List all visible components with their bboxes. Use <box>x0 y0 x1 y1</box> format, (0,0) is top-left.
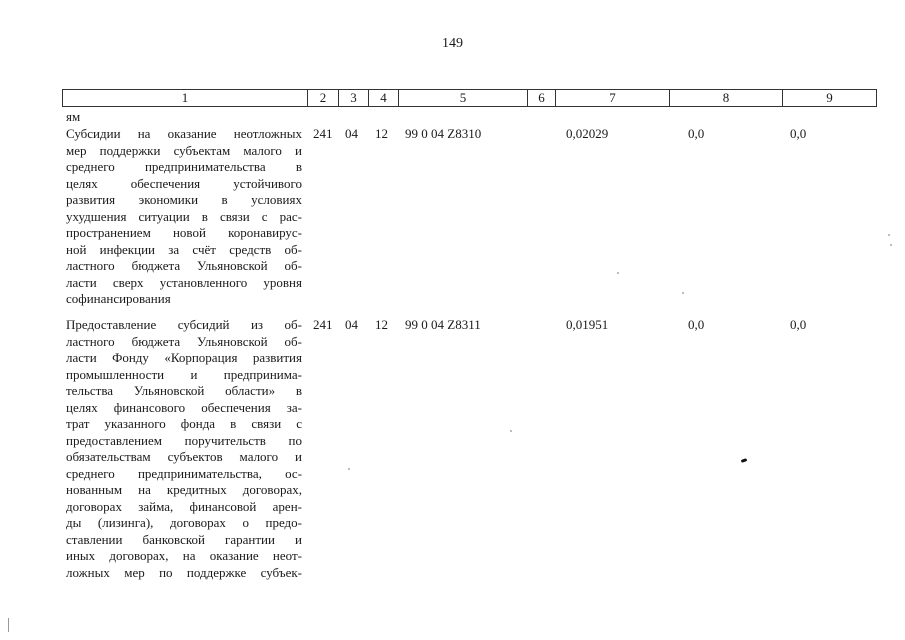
header-col-1: 1 <box>63 90 308 107</box>
description-line: ухудшения ситуации в связи с рас- <box>66 208 302 224</box>
description-line: целях финансового обеспечения за- <box>66 399 302 415</box>
continuation-text: ям <box>66 109 81 124</box>
description-line: тельства Ульяновской области» в <box>66 383 302 398</box>
scan-edge-mark <box>8 618 9 632</box>
cell-col-4: 12 <box>375 126 388 141</box>
description-line: Субсидии на оказание неотложных <box>66 126 302 141</box>
cell-col-3: 04 <box>345 317 358 332</box>
cell-col-9: 0,0 <box>790 126 807 141</box>
cell-col-2: 241 <box>313 317 333 332</box>
description-line: софинансирования <box>66 291 171 306</box>
header-col-8: 8 <box>670 90 783 107</box>
cell-col-5: 99 0 04 Z8311 <box>405 317 481 332</box>
cell-col-8: 0,0 <box>688 317 705 332</box>
cell-col-3: 04 <box>345 126 358 141</box>
description-line: ной инфекции за счёт средств об- <box>66 241 302 257</box>
ink-blot <box>741 458 748 463</box>
description-line: целях обеспечения устойчивого <box>66 175 302 191</box>
scan-speck <box>348 468 350 470</box>
description-line: предоставлением поручительств по <box>66 432 302 448</box>
header-col-3: 3 <box>339 90 369 107</box>
description-line: ласти сверх установленного уровня <box>66 274 302 290</box>
description-line: иных договорах, на оказание неот- <box>66 548 302 563</box>
description-line: ложных мер по поддержке субъек- <box>66 564 302 580</box>
description-line: пространением новой коронавирус- <box>66 225 302 240</box>
cell-col-4: 12 <box>375 317 388 332</box>
description-line: обязательствам субъектов малого и <box>66 449 302 464</box>
description-line: среднего предпринимательства, ос- <box>66 465 302 481</box>
scan-speck <box>890 244 892 246</box>
header-col-6: 6 <box>528 90 556 107</box>
scan-speck <box>510 430 512 432</box>
page-number: 149 <box>442 36 463 51</box>
cell-col-7: 0,01951 <box>566 317 609 332</box>
row-description <box>66 126 302 308</box>
description-line: промышленности и предпринима- <box>66 366 302 382</box>
description-line: ды (лизинга), договорах о предо- <box>66 515 302 530</box>
scan-speck <box>617 272 619 274</box>
description-line: договорах займа, финансовой арен- <box>66 498 302 514</box>
cell-col-8: 0,0 <box>688 126 705 141</box>
description-line: среднего предпринимательства в <box>66 159 302 174</box>
header-col-5: 5 <box>399 90 528 107</box>
description-line: ставлении банковской гарантии и <box>66 531 302 547</box>
description-line: нованным на кредитных договорах, <box>66 482 302 497</box>
row-description <box>66 317 302 581</box>
header-col-7: 7 <box>556 90 670 107</box>
description-line: мер поддержки субъектам малого и <box>66 142 302 158</box>
header-col-2: 2 <box>308 90 339 107</box>
header-col-4: 4 <box>369 90 399 107</box>
description-line: трат указанного фонда в связи с <box>66 416 302 431</box>
cell-col-7: 0,02029 <box>566 126 609 141</box>
header-row <box>63 90 877 107</box>
description-line: Предоставление субсидий из об- <box>66 317 302 332</box>
description-line: ласти Фонду «Корпорация развития <box>66 350 302 365</box>
description-line: развития экономики в условиях <box>66 192 302 207</box>
description-line: ластного бюджета Ульяновской об- <box>66 333 302 349</box>
scan-speck <box>682 292 684 294</box>
header-col-9: 9 <box>783 90 877 107</box>
cell-col-5: 99 0 04 Z8310 <box>405 126 482 141</box>
description-line: ластного бюджета Ульяновской об- <box>66 258 302 273</box>
scan-speck <box>888 234 890 236</box>
column-number-header <box>62 89 877 107</box>
cell-col-2: 241 <box>313 126 333 141</box>
cell-col-9: 0,0 <box>790 317 807 332</box>
